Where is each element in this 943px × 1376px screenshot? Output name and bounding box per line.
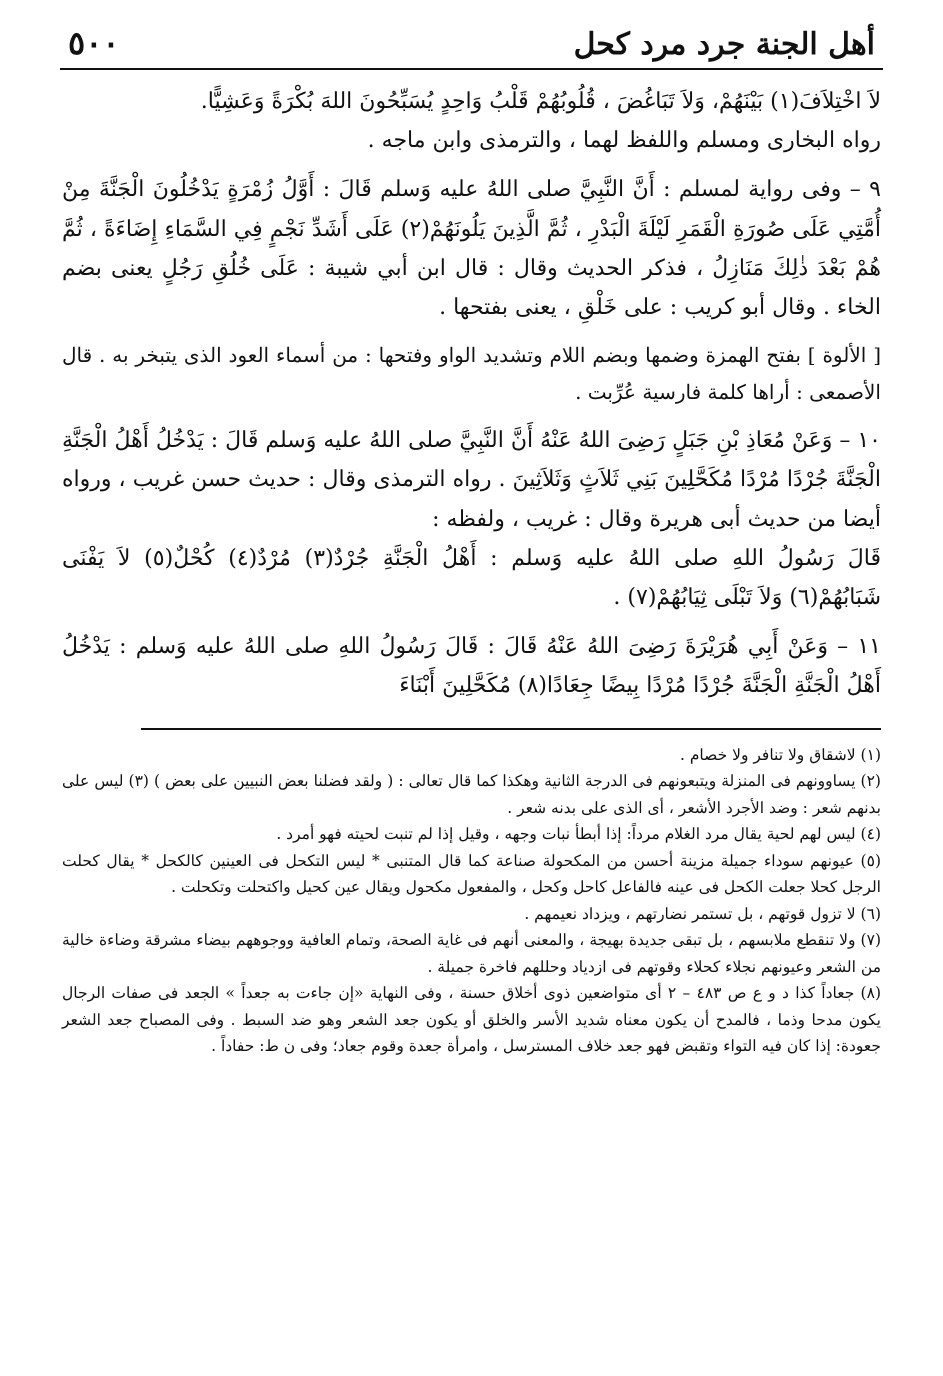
page-number: ٥٠٠ [68, 24, 120, 62]
footnote: (٧) ولا تنقطع ملابسهم ، بل تبقى جديدة بهيجة ، والمعنى أنهم فى غاية الصحة، وتمام العافية ووجوههم بيضاء مشرقة وضاءة خالية من الشعر وعيونهم نجلاء كحلاء وقوتهم فى ازدياد وحللهم فاخرة جميلة . [62, 931, 881, 976]
hadith-11: ١١ – وَعَنْ أَبِي هُرَيْرَةَ رَضِىَ اللهُ عَنْهُ قَالَ : قَالَ رَسُولُ اللهِ صلى اللهُ عليه وَسلم : يَدْخُلُ أَهْلُ الْجَنَّةِ الْجَنَّةَ جُرْدًا مُرْدًا بِيضًا جِعَادًا(٨) مُكَحَّلِينَ أَبْنَاءَ [62, 634, 881, 699]
footnote: (٨) جعاداً كذا د و ع ص ٤٨٣ – ٢ أى متواضعين ذوى أخلاق حسنة ، وفى النهاية «إن جاءت به جعداً » الجعد فى صفات الرجال يكون مدحا وذما ، فالمدح أن يكون معناه شديد الأسر والخلق أو يكون جعد الشعر وهو ضد السبط . وفى المصباح جعد الشعر جعودة: إذا كان فيه التواء وتقبض فهو جعد خلاف المسترسل ، وامرأة جعدة وقوم جعاد؛ وفى ن ط: حفاداً . [62, 984, 881, 1056]
hadith-10: ١٠ – وَعَنْ مُعَاذِ بْنِ جَبَلٍ رَضِىَ اللهُ عَنْهُ أَنَّ النَّبِيَّ صلى اللهُ عليه وَسلم قَالَ : يَدْخُلُ أَهْلُ الْجَنَّةِ الْجَنَّةَ جُرْدًا مُرْدًا مُكَحَّلِينَ بَنِي ثَلاَثٍ وَثَلاَثِينَ . رواه الترمذى وقال : حديث حسن غريب ، ورواه أيضا من حديث أبى هريرة وقال : غريب ، ولفظه : [62, 428, 881, 532]
footnote: (٢) يساوونهم فى المنزلة ويتبعونهم فى الدرجة الثانية وهكذا كما قال تعالى : ( ولقد فضلنا بعض النبيين على بعض ) (٣) ليس على بدنهم شعر : وضد الأجرد الأشعر ، أى الذى على بدنه شعر . [62, 772, 881, 817]
footnote: (٤) ليس لهم لحية يقال مرد الغلام مرداً: إذا أبطأ نبات وجهه ، وقيل إذا لم تنبت لحيته فهو أمرد . [276, 825, 881, 844]
main-text [62, 82, 881, 706]
footnote-rule [141, 728, 881, 730]
footnote: (٦) لا تزول قوتهم ، بل تستمر نضارتهم ، ويزداد نعيمهم . [524, 904, 881, 923]
hadith-continuation: لاَ اخْتِلاَفَ(١) بَيْنَهُمْ، وَلاَ تَبَاغُضَ ، قُلُوبُهُمْ قَلْبُ وَاحِدٍ يُسَبِّحُونَ اللهَ بُكْرَةً وَعَشِيًّا. [200, 89, 881, 114]
running-title: أهل الجنة جرد مرد كحل [573, 27, 875, 62]
hadith-10-wording: قَالَ رَسُولُ اللهِ صلى اللهُ عليه وَسلم : أَهْلُ الْجَنَّةِ جُرْدٌ(٣) مُرْدٌ(٤) كُحْلٌ(٥) لاَ يَفْنَى شَبَابُهُمْ(٦) وَلاَ تَبْلَى ثِيَابُهُمْ(٧) . [62, 545, 882, 611]
footnote: (١) لاشقاق ولا تنافر ولا خصام . [679, 745, 881, 764]
footnote: (٥) عيونهم سوداء جميلة مزينة أحسن من المكحولة صناعة كما قال المتنبى * ليس التكحل فى العينين كالكحل * يقال كحلت الرجل كحلا جعلت الكحل فى عينه فالفاعل كاحل وكحل ، والمفعول مكحول ويقال عين كحيل واكتحلت وتكحلت . [62, 851, 882, 897]
hadith-9: ٩ – وفى رواية لمسلم : أَنَّ النَّبِيَّ صلى اللهُ عليه وَسلم قَالَ : أَوَّلُ زُمْرَةٍ يَدْخُلُونَ الْجَنَّةَ مِنْ أُمَّتِي عَلَى صُورَةِ الْقَمَرِ لَيْلَةَ الْبَدْرِ ، ثُمَّ الَّذِينَ يَلُونَهُمْ(٢) عَلَى أَشَدِّ نَجْمٍ فِي السَّمَاءِ إِضَاءَةً ، ثُمَّ هُمْ بَعْدَ ذٰلِكَ مَنَازِلُ ، فذكر الحديث وقال : قال ابن أبي شيبة : عَلَى خُلُقِ رَجُلٍ يعنى بضم الخاء . وقال أبو كريب : على خَلْقِ ، يعنى بفتحها . [62, 177, 881, 321]
narration-note: رواه البخارى ومسلم واللفظ لهما ، والترمذى وابن ماجه . [367, 128, 881, 154]
header-rule [60, 68, 883, 70]
gloss-note: [ الألوة ] بفتح الهمزة وضمها وبضم اللام وتشديد الواو وفتحها : من أسماء العود الذى يتبخر به . قال الأصمعى : أراها كلمة فارسية عُرِّبت . [62, 343, 881, 405]
page-header [62, 24, 881, 64]
footnotes [62, 742, 881, 1060]
